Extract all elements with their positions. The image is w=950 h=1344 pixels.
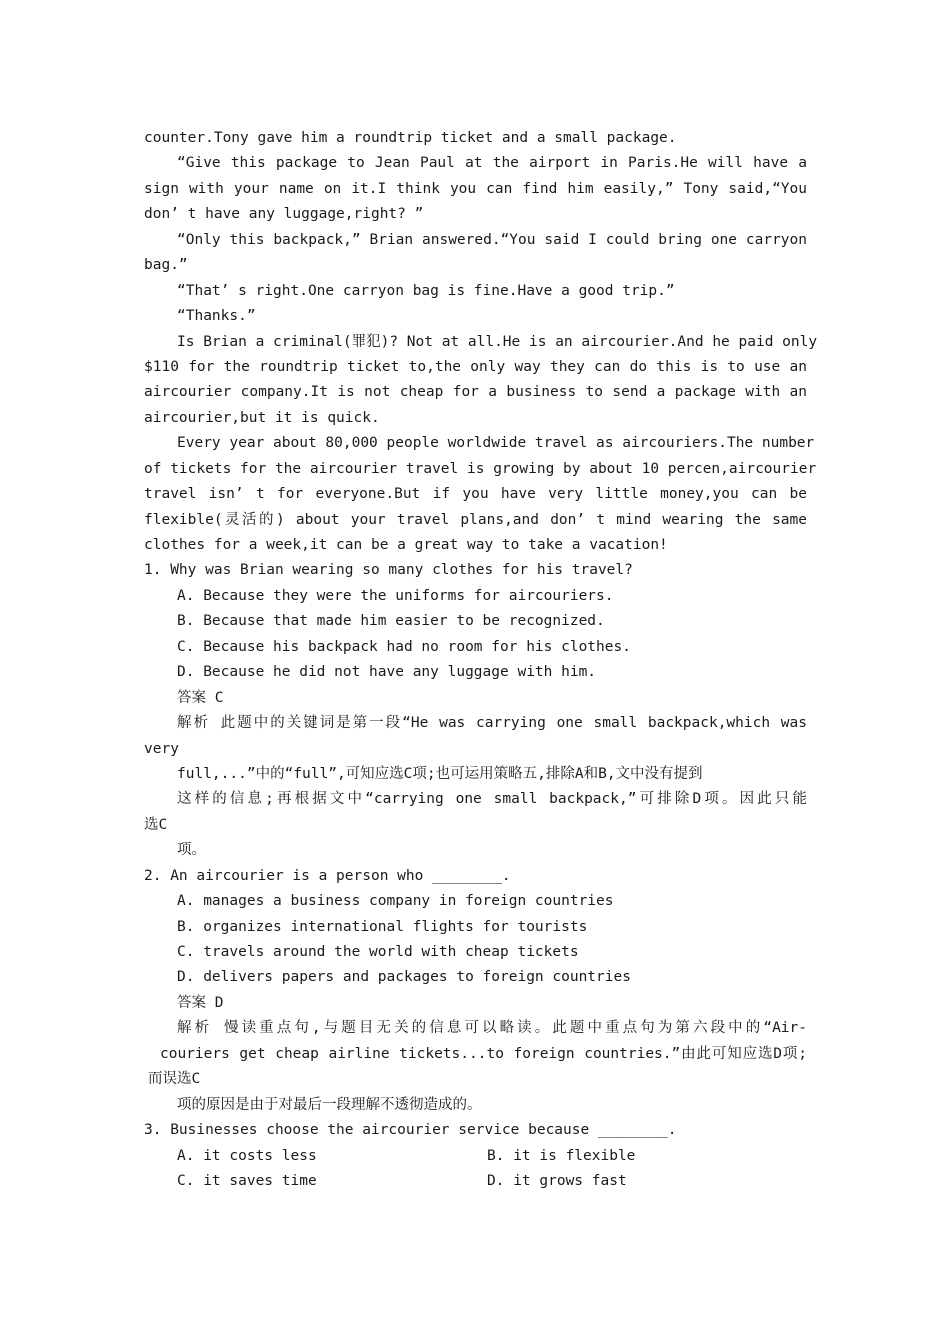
story-line: aircourier company.It is not cheap for a business to send a package with an (144, 384, 807, 401)
question-1-explanation: very (144, 740, 179, 757)
question-1-answer: 答案 C (177, 689, 224, 706)
story-line: counter.Tony gave him a roundtrip ticket and a small package. (144, 130, 677, 146)
story-line: of tickets for the aircourier travel is growing by about 10 percen,aircourier (144, 460, 817, 477)
story-line: “That’ s right.One carryon bag is fine.Have a good trip.” (177, 282, 675, 299)
question-2-explanation: 项的原因是由于对最后一段理解不透彻造成的。 (177, 1096, 482, 1113)
story-line: “Thanks.” (177, 308, 256, 325)
question-2-option-b: B. organizes international flights for tourists (177, 918, 588, 935)
question-2-option-a: A. manages a business company in foreign countries (177, 893, 614, 910)
question-3-option-c: C. it saves time (177, 1172, 317, 1189)
question-1-option-b: B. Because that made him easier to be recognized. (177, 613, 605, 630)
question-2-explanation: 解析 慢读重点句,与题目无关的信息可以略读。此题中重点句为第六段中的“Air- (177, 1020, 807, 1037)
question-2-option-d: D. delivers papers and packages to foreign countries (177, 969, 631, 986)
question-1-stem: 1. Why was Brian wearing so many clothes for his travel? (144, 562, 633, 579)
story-line: aircourier,but it is quick. (144, 409, 380, 426)
story-line: Every year about 80,000 people worldwide travel as aircouriers.The number (177, 435, 815, 452)
question-3-option-a: A. it costs less (177, 1147, 317, 1164)
question-1-explanation: 解析 此题中的关键词是第一段“He was carrying one small backpack,which was (177, 715, 807, 732)
question-1-explanation: full,...”中的“full”,可知应选C项;也可运用策略五,排除A和B,文中没有提到 (177, 765, 703, 782)
question-3-option-b: B. it is flexible (487, 1147, 636, 1164)
question-1-explanation: 选C (144, 816, 168, 833)
story-line: clothes for a week,it can be a great way to take a vacation! (144, 537, 668, 553)
question-1-option-d: D. Because he did not have any luggage with him. (177, 664, 597, 681)
question-2-option-c: C. travels around the world with cheap tickets (177, 944, 579, 960)
story-line: bag.” (144, 257, 188, 274)
question-2-stem: 2. An aircourier is a person who ________. (144, 867, 511, 884)
story-line: $110 for the roundtrip ticket to,the only way they can do this is to use an (144, 358, 807, 375)
question-1-explanation: 项。 (177, 842, 206, 859)
story-line: “Only this backpack,” Brian answered.“You said I could bring one carryon (177, 231, 807, 248)
question-3-options-row-1 (144, 1144, 807, 1169)
story-line: don’ t have any luggage,right? ” (144, 206, 424, 223)
document-page (144, 126, 818, 1194)
question-3-stem: 3. Businesses choose the aircourier service because ________. (144, 1122, 677, 1139)
question-1-option-c: C. Because his backpack had no room for his clothes. (177, 638, 631, 655)
question-2-explanation: 而误选C (148, 1071, 201, 1088)
story-line: “Give this package to Jean Paul at the airport in Paris.He will have a (177, 155, 807, 172)
story-line: sign with your name on it.I think you can find him easily,” Tony said,“You (144, 180, 807, 197)
question-3-option-d: D. it grows fast (487, 1172, 627, 1189)
question-3-options-row-2 (144, 1169, 807, 1194)
story-line: flexible(灵活的) about your travel plans,and don’ t mind wearing the same (144, 511, 807, 528)
question-1-explanation: 这样的信息;再根据文中“carrying one small backpack,”可排除D项。因此只能 (177, 791, 807, 808)
question-2-answer: 答案 D (177, 994, 224, 1011)
question-2-explanation: couriers get cheap airline tickets...to foreign countries.”由此可知应选D项; (160, 1045, 807, 1062)
story-line: Is Brian a criminal(罪犯)? Not at all.He is an aircourier.And he paid only (177, 333, 818, 350)
story-line: travel isn’ t for everyone.But if you have very little money,you can be (144, 486, 807, 503)
question-1-option-a: A. Because they were the uniforms for aircouriers. (177, 587, 614, 604)
